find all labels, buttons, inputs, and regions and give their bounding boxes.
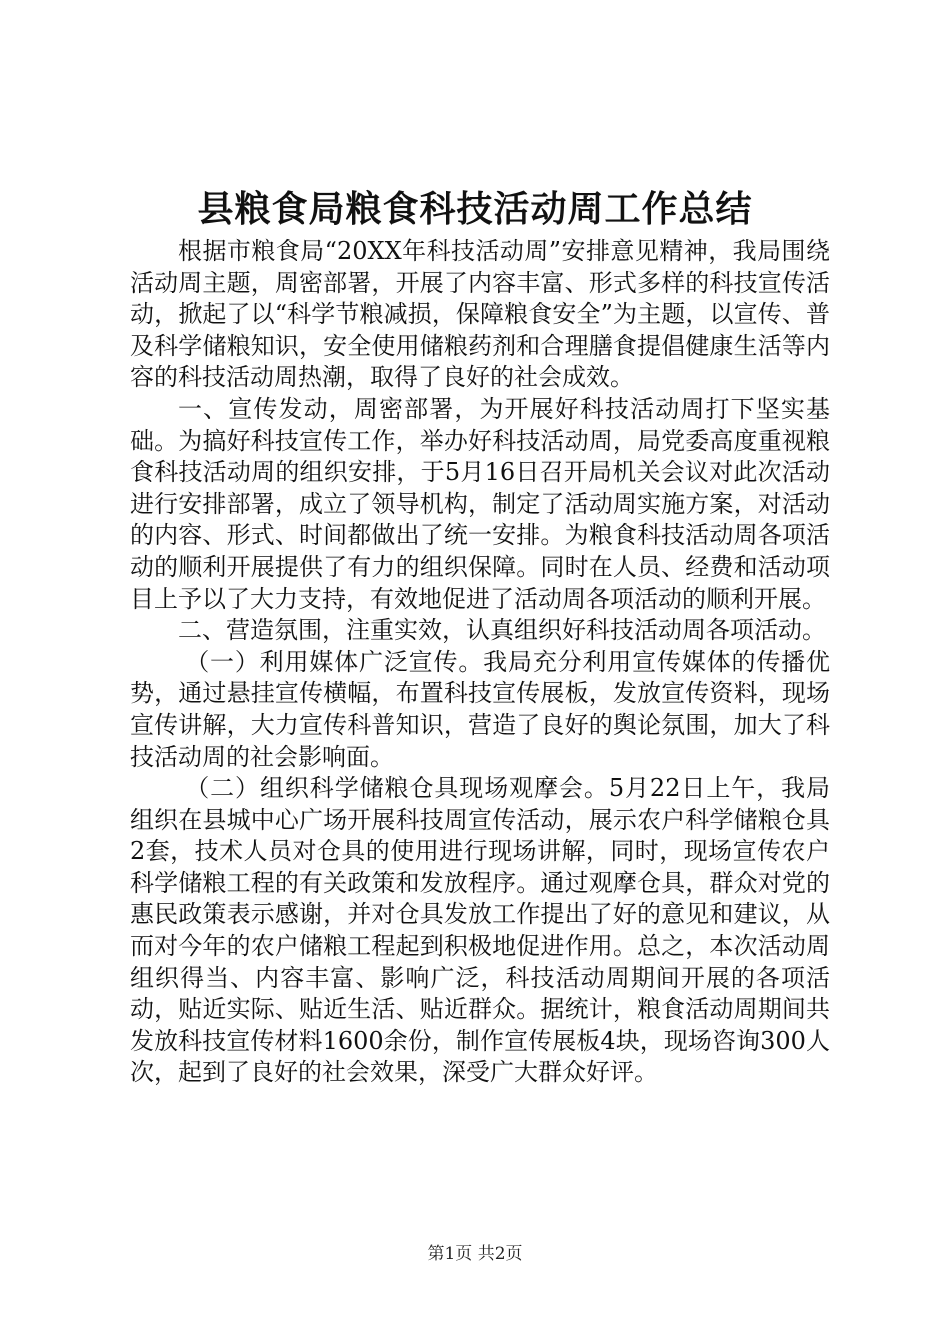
paragraph-section-one: 一、宣传发动，周密部署，为开展好科技活动周打下坚实基础。为搞好科技宣传工作，举办好科技活动周，局党委高度重视粮食科技活动周的组织安排，于5月16日召开局机关会议对此次活动进行安排部署，成立了领导机构，制定了活动周实施方案，对活动的内容、形式、时间都做出了统一安排。为粮食科技活动周各项活动的顺利开展提供了有力的组织保障。同时在人员、经费和活动项目上予以了大力支持，有效地促进了活动周各项活动的顺利开展。 bbox=[130, 394, 830, 613]
paragraph-subsection-two: （二）组织科学储粮仓具现场观摩会。5月22日上午，我局组织在县城中心广场开展科技周宣传活动，展示农户科学储粮仓具2套，技术人员对仓具的使用进行现场讲解，同时，现场宣传农户科学储粮工程的有关政策和发放程序。通过观摩仓具，群众对党的惠民政策表示感谢，并对仓具发放工作提出了好的意见和建议，从而对今年的农户储粮工程起到积极地促进作用。总之，本次活动周组织得当、内容丰富、影响广泛，科技活动周期间开展的各项活动，贴近实际、贴近生活、贴近群众。据统计，粮食活动周期间共发放科技宣传材料1600余份，制作宣传展板4块，现场咨询300人次，起到了良好的社会效果，深受广大群众好评。 bbox=[130, 774, 830, 1087]
paragraph-subsection-one: （一）利用媒体广泛宣传。我局充分利用宣传媒体的传播优势，通过悬挂宣传横幅，布置科技宣传展板，发放宣传资料，现场宣传讲解，大力宣传科普知识，营造了良好的舆论氛围，加大了科技活动周的社会影响面。 bbox=[130, 647, 830, 771]
paragraph-section-two: 二、营造氛围，注重实效，认真组织好科技活动周各项活动。 bbox=[178, 616, 826, 645]
document-body bbox=[130, 236, 830, 1089]
paragraph-intro: 根据市粮食局“20XX年科技活动周”安排意见精神，我局围绕活动周主题，周密部署，开展了内容丰富、形式多样的科技宣传活动，掀起了以“科学节粮减损，保障粮食安全”为主题，以宣传、普及科学储粮知识，安全使用储粮药剂和合理膳食提倡健康生活等内容的科技活动周热潮，取得了良好的社会成效。 bbox=[130, 237, 830, 392]
document-title: 县粮食局粮食科技活动周工作总结 bbox=[197, 189, 753, 230]
page-number-footer: 第1页 共2页 bbox=[427, 1244, 523, 1264]
